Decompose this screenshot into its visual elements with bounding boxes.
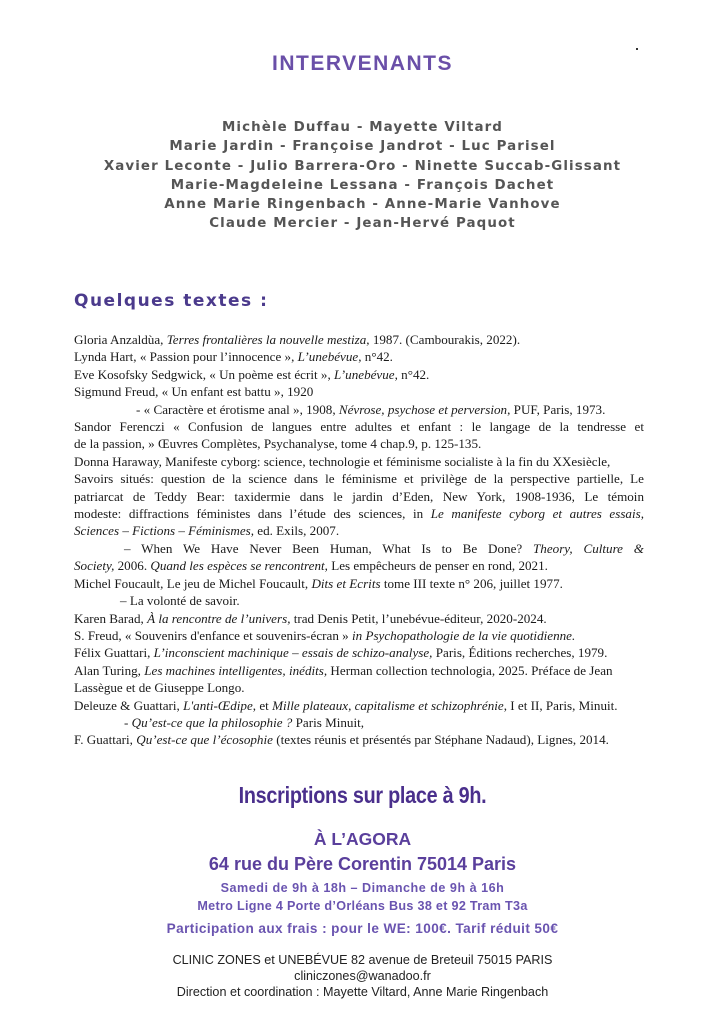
reference-line: Sciences – Fictions – Féminismes, ed. Exils, 2007.: [74, 523, 340, 539]
texts-heading: Quelques textes :: [74, 291, 269, 311]
reference-line: Karen Barad, À la rencontre de l’univers, trad Denis Petit, l’unebévue-éditeur, 2020-2024.: [74, 610, 547, 626]
reference-line: S. Freud, « Souvenirs d'enfance et souvenirs-écran » in Psychopathologie de la vie quotidienne.: [74, 627, 576, 643]
reference-line: de la passion, » Œuvres Complètes, Psychanalyse, tome 4 chap.9, p. 125-135.: [74, 436, 482, 452]
venue-transport: Metro Ligne 4 Porte d’Orléans Bus 38 et 92 Tram T3a: [197, 899, 528, 913]
reference-line: Gloria Anzaldùa, Terres frontalières la nouvelle mestiza, 1987. (Cambourakis, 2022).: [74, 332, 521, 347]
reference-line: Sandor Ferenczi « Confusion de langues entre adultes et enfant : le langage de la tendresse et: [74, 419, 644, 435]
venue-block: [0, 828, 725, 915]
reference-line: Sigmund Freud, « Un enfant est battu », 1920: [74, 384, 314, 400]
reference-line: Lassègue et de Giuseppe Longo.: [74, 680, 245, 696]
speakers-line: Xavier Leconte - Julio Barrera-Oro - Ninette Succab-Glissant: [103, 158, 622, 174]
speakers-line: Michèle Duffau - Mayette Viltard: [222, 120, 503, 135]
reference-line: Eve Kosofsky Sedgwick, « Un poème est écrit », L’unebévue, n°42.: [74, 366, 430, 382]
venue-address: 64 rue du Père Corentin 75014 Paris: [208, 854, 517, 874]
reference-line: Deleuze & Guattari, L'anti-Œdipe, et Mille plateaux, capitalisme et schizophrénie, I et II, Paris, Minuit.: [74, 697, 618, 713]
reference-line: Alan Turing, Les machines intelligentes, inédits, Herman collection technologia, 2025. Préface de Jean: [74, 662, 613, 678]
venue-schedule: Samedi de 9h à 18h – Dimanche de 9h à 16h: [220, 881, 505, 895]
fees-line: Participation aux frais : pour le WE: 100€. Tarif réduit 50€: [166, 921, 559, 936]
footer-direction: Direction et coordination : Mayette Viltard, Anne Marie Ringenbach: [176, 985, 549, 999]
footer: [0, 952, 725, 1000]
stray-dot: [636, 48, 638, 50]
footer-organizers: CLINIC ZONES et UNEBÉVUE 82 avenue de Breteuil 75015 PARIS: [172, 953, 553, 967]
speakers-list: [0, 118, 725, 234]
speakers-line: Marie Jardin - Françoise Jandrot - Luc Parisel: [169, 139, 556, 155]
inscriptions-heading: Inscriptions sur place à 9h.: [238, 782, 487, 808]
reference-line: – When We Have Never Been Human, What Is to Be Done? Theory, Culture &: [124, 540, 644, 556]
reference-line: Donna Haraway, Manifeste cyborg: science, technologie et féminisme socialiste à la fin du XXesiècle,: [74, 453, 611, 469]
page-title: INTERVENANTS: [272, 52, 453, 75]
reference-line: F. Guattari, Qu’est-ce que l’écosophie (textes réunis et présentés par Stéphane Nadaud), Lignes, 2014.: [74, 732, 609, 748]
reference-line: Félix Guattari, L’inconscient machinique – essais de schizo-analyse, Paris, Éditions recherches, 1979.: [74, 645, 608, 661]
reference-line: Michel Foucault, Le jeu de Michel Foucault, Dits et Ecrits tome III texte n° 206, juillet 1977.: [74, 575, 563, 591]
reference-line: modeste: diffractions féministes dans l’étude des sciences, in Le manifeste cyborg et autres essais,: [74, 506, 644, 522]
reference-line: Society, 2006. Quand les espèces se rencontrent, Les empêcheurs de penser en rond, 2021.: [74, 558, 548, 574]
speakers-line: Marie-Magdeleine Lessana - François Dachet: [170, 177, 555, 193]
reference-line: patriarcat de Teddy Bear: taxidermie dans le jardin d’Eden, New York, 1908-1936, Le témoin: [74, 488, 644, 504]
references-list: [74, 331, 644, 749]
reference-line: - « Caractère et érotisme anal », 1908, Névrose, psychose et perversion, PUF, Paris, 1973.: [136, 401, 606, 417]
speakers-line: Claude Mercier - Jean-Hervé Paquot: [209, 216, 516, 232]
reference-line: Lynda Hart, « Passion pour l’innocence », L’unebévue, n°42.: [74, 349, 393, 365]
reference-line: - Qu’est-ce que la philosophie ? Paris Minuit,: [124, 714, 365, 730]
speakers-line: Anne Marie Ringenbach - Anne-Marie Vanhove: [164, 197, 561, 213]
reference-line: Savoirs situés: question de la science dans le féminisme et privilège de la perspective partielle, Le: [74, 471, 644, 487]
venue-name: À L’AGORA: [313, 829, 412, 849]
reference-line: – La volonté de savoir.: [120, 593, 240, 609]
footer-email[interactable]: cliniczones@wanadoo.fr: [294, 969, 431, 983]
